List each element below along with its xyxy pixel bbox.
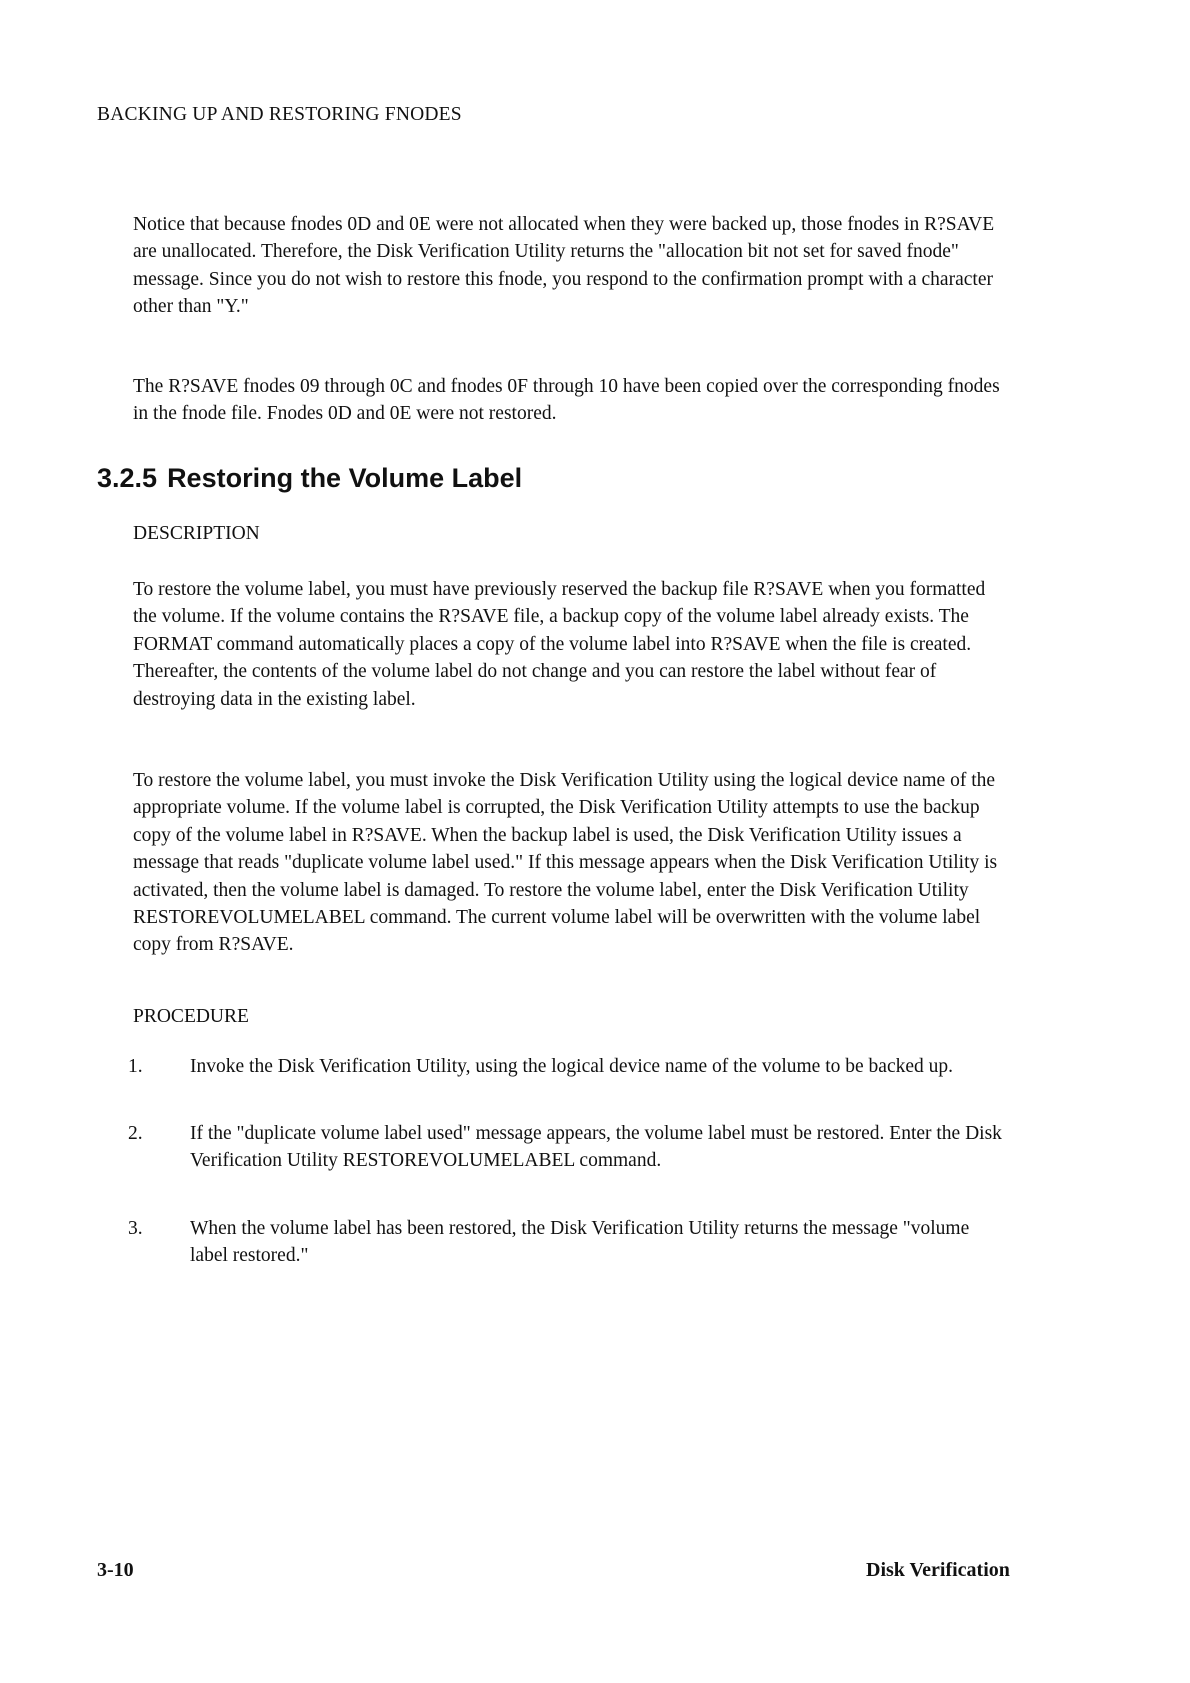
step-number: 2.: [128, 1123, 143, 1144]
page-number: 3-10: [97, 1559, 134, 1581]
step-text: Invoke the Disk Verification Utility, using the logical device name of the volume to be backed up.: [190, 1056, 954, 1077]
description-heading: DESCRIPTION: [133, 523, 260, 544]
intro-paragraph: The R?SAVE fnodes 09 through 0C and fnodes 0F through 10 have been copied over the corresponding fnodes in the fnode file. Fnodes 0D and 0E were not restored.: [133, 376, 1000, 425]
footer-chapter-title: Disk Verification: [866, 1559, 1010, 1581]
description-paragraph: To restore the volume label, you must invoke the Disk Verification Utility using the logical device name of the appropriate volume. If the volume label is corrupted, the Disk Verification Utility attempts to use the backup copy of the volume label in R?SAVE. When the backup label is used, the Disk Verification Utility issues a message that reads "duplicate volume label used." If this message appears when the Disk Verification Utility is activated, then the volume label is damaged. To restore the volume label, enter the Disk Verification Utility RESTOREVOLUMELABEL command. The current volume label will be overwritten with the volume label copy from R?SAVE.: [133, 770, 998, 956]
step-text: When the volume label has been restored, the Disk Verification Utility returns the message "volume label restored.": [190, 1218, 970, 1267]
running-header: BACKING UP AND RESTORING FNODES: [97, 104, 462, 125]
description-paragraph: To restore the volume label, you must have previously reserved the backup file R?SAVE when you formatted the volume. If the volume contains the R?SAVE file, a backup copy of the volume label already exists. The FORMAT command automatically places a copy of the volume label into R?SAVE when the file is created. Thereafter, the contents of the volume label do not change and you can restore the label without fear of destroying data in the existing label.: [133, 579, 986, 710]
section-title: Restoring the Volume Label: [167, 463, 523, 493]
section-number: 3.2.5: [97, 463, 158, 493]
step-number: 1.: [128, 1056, 143, 1077]
intro-paragraph: Notice that because fnodes 0D and 0E were not allocated when they were backed up, those fnodes in R?SAVE are unallocated. Therefore, the Disk Verification Utility returns the "allocation bit not set for saved fnode" message. Since you do not wish to restore this fnode, you respond to the confirmation prompt with a character other than "Y.": [133, 214, 995, 318]
procedure-heading: PROCEDURE: [133, 1006, 249, 1027]
step-number: 3.: [128, 1218, 143, 1239]
section-heading: [97, 463, 522, 494]
step-text: If the "duplicate volume label used" message appears, the volume label must be restored. Enter the Disk Verification Utility RESTOREVOLUMELABEL command.: [190, 1123, 1002, 1172]
